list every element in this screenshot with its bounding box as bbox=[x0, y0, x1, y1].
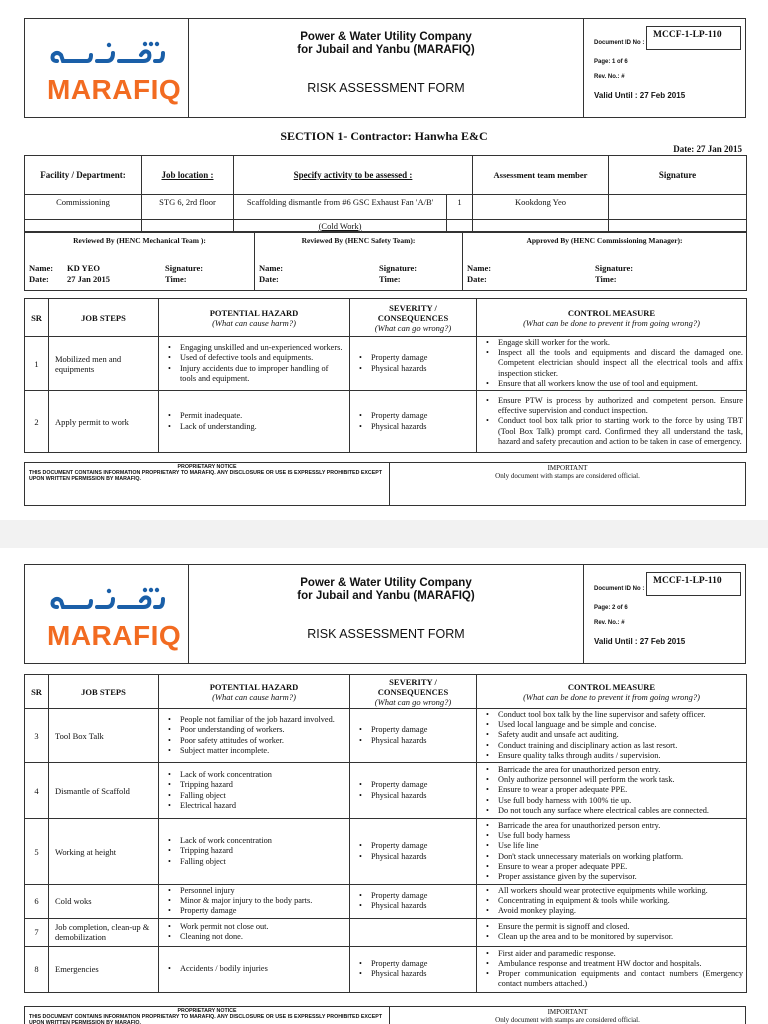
hazard-subtitle: (What can cause harm?) bbox=[212, 691, 296, 702]
row-severity-list bbox=[353, 959, 473, 979]
list-item: • Personnel injury bbox=[162, 886, 346, 896]
section-date: Date: 27 Jan 2015 bbox=[673, 144, 742, 154]
row-hazards-list bbox=[162, 715, 346, 756]
marafiq-logo-text: MARAFIQ bbox=[47, 74, 182, 105]
list-item: • Clean up the area and to be monitored by supervisor. bbox=[480, 932, 743, 942]
list-item: • Property damage bbox=[353, 411, 473, 421]
list-item: • Property damage bbox=[353, 891, 473, 901]
row-severity bbox=[350, 709, 477, 763]
row-controls-list bbox=[480, 922, 743, 942]
list-item: • Ensure to wear a proper adequate PPE. bbox=[480, 862, 743, 872]
table-row bbox=[25, 763, 747, 819]
list-item: • Engaging unskilled and un-experienced workers. bbox=[162, 343, 346, 353]
title-cell bbox=[189, 19, 584, 117]
page-header bbox=[24, 564, 746, 664]
severity-subtitle: (What can go wrong?) bbox=[374, 322, 452, 333]
list-item: • Safety audit and unsafe act auditing. bbox=[480, 730, 743, 740]
row-controls bbox=[477, 819, 747, 885]
proprietary-notice bbox=[25, 1007, 390, 1024]
safety-time-label: Time: bbox=[379, 274, 401, 284]
list-item: • Physical hazards bbox=[353, 901, 473, 911]
row-hazards bbox=[159, 885, 350, 919]
list-item: • Used local language and be simple and concise. bbox=[480, 720, 743, 730]
list-item: • Falling object bbox=[162, 857, 346, 867]
notice-text: THIS DOCUMENT CONTAINS INFORMATION PROPRIETARY TO MARAFIQ. ANY DISCLOSURE OR USE IS EXPRESSLY PROHIBITED EXCEPT UPON WRITTEN PERMISSION BY MARAFIQ. bbox=[29, 470, 383, 482]
row-controls-list bbox=[480, 765, 743, 816]
table-row bbox=[25, 885, 747, 919]
team-member-value: Kookdong Yeo bbox=[473, 195, 609, 220]
list-item: • Ensure that all workers know the use of tool and equipment. bbox=[480, 379, 743, 389]
row-sr: 2 bbox=[25, 391, 49, 453]
row-severity-list bbox=[353, 891, 473, 911]
header-signature: Signature bbox=[609, 156, 747, 195]
row-hazards-list bbox=[162, 964, 346, 974]
list-item: • Tripping hazard bbox=[162, 846, 346, 856]
company-line-2: for Jubail and Yanbu (MARAFIQ) bbox=[297, 590, 475, 602]
review-safety bbox=[255, 233, 463, 291]
list-item: • Permit inadequate. bbox=[162, 411, 346, 421]
assessment-table bbox=[24, 155, 747, 232]
rev-number: Rev. No.: # bbox=[594, 74, 625, 80]
valid-until: Valid Until : 27 Feb 2015 bbox=[594, 91, 686, 100]
list-item: • Property damage bbox=[353, 841, 473, 851]
row-severity-list bbox=[353, 725, 473, 745]
approval-title: Approved By (HENC Commissioning Manager): bbox=[526, 236, 683, 245]
control-subtitle: (What can be done to prevent it from going wrong?) bbox=[523, 317, 700, 328]
mechanical-title: Reviewed By (HENC Mechanical Team ): bbox=[73, 236, 206, 245]
list-item: • Property damage bbox=[162, 906, 346, 916]
row-job-step: Emergencies bbox=[49, 946, 159, 992]
mechanical-name: KD YEO bbox=[67, 263, 100, 273]
row-controls-list bbox=[480, 710, 743, 761]
list-item: • Accidents / bodily injuries bbox=[162, 964, 346, 974]
row-controls-list bbox=[480, 396, 743, 447]
form-title: RISK ASSESSMENT FORM bbox=[307, 627, 465, 641]
doc-id-box: MCCF-1-LP-110 bbox=[646, 572, 741, 596]
logo-cell bbox=[25, 565, 189, 663]
rev-number: Rev. No.: # bbox=[594, 620, 625, 626]
control-title: CONTROL MEASURE bbox=[567, 681, 656, 692]
list-item: • Use full body harness with 100% tie up. bbox=[480, 796, 743, 806]
list-item: • Injury accidents due to improper handling of tools and equipment. bbox=[162, 364, 346, 384]
row-job-step: Tool Box Talk bbox=[49, 709, 159, 763]
list-item: • Property damage bbox=[353, 353, 473, 363]
list-item: • Used of defective tools and equipments. bbox=[162, 353, 346, 363]
row-severity-list bbox=[353, 780, 473, 800]
title-cell bbox=[189, 565, 584, 663]
col-severity bbox=[350, 675, 477, 709]
row-sr: 8 bbox=[25, 946, 49, 992]
header-team: Assessment team member bbox=[473, 156, 609, 195]
review-table bbox=[24, 232, 747, 291]
list-item: • Engage skill worker for the work. bbox=[480, 338, 743, 348]
control-title: CONTROL MEASURE bbox=[567, 307, 656, 318]
row-severity bbox=[350, 763, 477, 819]
page-footer bbox=[24, 462, 746, 506]
company-name bbox=[189, 31, 583, 57]
row-hazards-list bbox=[162, 922, 346, 942]
list-item: • Ensure quality talks through audits / supervision. bbox=[480, 751, 743, 761]
table-row bbox=[25, 946, 747, 992]
page-header bbox=[24, 18, 746, 118]
list-item: • Physical hazards bbox=[353, 364, 473, 374]
list-item: • Subject matter incomplete. bbox=[162, 746, 346, 756]
document-page-2 bbox=[0, 548, 768, 1024]
mechanical-date-label: Date: bbox=[29, 274, 49, 284]
severity-title: SEVERITY / CONSEQUENCES bbox=[377, 676, 449, 697]
company-line-1: Power & Water Utility Company bbox=[300, 577, 472, 589]
important-notice bbox=[390, 1007, 745, 1024]
row-job-step: Job completion, clean-up & demobilization bbox=[49, 918, 159, 946]
doc-id-label: Document ID No : bbox=[594, 40, 645, 46]
mechanical-date: 27 Jan 2015 bbox=[67, 274, 110, 284]
col-hazard bbox=[159, 299, 350, 337]
activity-value: Scaffolding dismantle from #6 GSC Exhaust Fan 'A/B' bbox=[234, 195, 447, 220]
row-severity bbox=[350, 885, 477, 919]
list-item: • Minor & major injury to the body parts. bbox=[162, 896, 346, 906]
list-item: • Only authorize personnel will perform the work task. bbox=[480, 775, 743, 785]
row-controls bbox=[477, 709, 747, 763]
hazard-subtitle: (What can cause harm?) bbox=[212, 317, 296, 328]
page-number: Page: 2 of 6 bbox=[594, 605, 628, 611]
row-hazards bbox=[159, 918, 350, 946]
team-number: 1 bbox=[447, 195, 473, 220]
marafiq-arabic-logo bbox=[47, 585, 167, 617]
col-hazard bbox=[159, 675, 350, 709]
list-item: • Proper assistance given by the supervisor. bbox=[480, 872, 743, 882]
doc-meta-cell bbox=[584, 19, 745, 117]
list-item: • Tripping hazard bbox=[162, 780, 346, 790]
row-severity-list bbox=[353, 841, 473, 861]
col-sr: SR bbox=[25, 675, 49, 709]
row-hazards-list bbox=[162, 886, 346, 917]
row-controls bbox=[477, 391, 747, 453]
risk-table-page-1 bbox=[24, 298, 747, 453]
section-title: SECTION 1- Contractor: Hanwha E&C bbox=[280, 129, 488, 143]
col-job-steps: JOB STEPS bbox=[49, 675, 159, 709]
control-subtitle: (What can be done to prevent it from going wrong?) bbox=[523, 691, 700, 702]
row-job-step: Apply permit to work bbox=[49, 391, 159, 453]
row-job-step: Mobilized men and equipments bbox=[49, 337, 159, 391]
risk-table-header bbox=[25, 299, 747, 337]
list-item: • Use life line bbox=[480, 841, 743, 851]
rows-page-2 bbox=[25, 709, 747, 993]
notice-title: PROPRIETARY NOTICE bbox=[177, 1008, 237, 1014]
approval-name-label: Name: bbox=[467, 263, 492, 273]
header-facility: Facility / Department: bbox=[25, 156, 142, 195]
col-sr: SR bbox=[25, 299, 49, 337]
list-item: • Cleaning not done. bbox=[162, 932, 346, 942]
page-number: Page: 1 of 6 bbox=[594, 59, 628, 65]
proprietary-notice bbox=[25, 463, 390, 505]
row-hazards-list bbox=[162, 411, 346, 431]
review-mechanical bbox=[25, 233, 255, 291]
company-line-1: Power & Water Utility Company bbox=[300, 31, 472, 43]
location-value: STG 6, 2rd floor bbox=[142, 195, 234, 220]
col-control bbox=[477, 675, 747, 709]
severity-title: SEVERITY / CONSEQUENCES bbox=[377, 302, 449, 323]
doc-id-box: MCCF-1-LP-110 bbox=[646, 26, 741, 50]
list-item: • Ensure PTW is process by authorized and competent person. Ensure effective supervision and conduct inspection. bbox=[480, 396, 743, 416]
row-severity-list bbox=[353, 353, 473, 373]
list-item: • Lack of work concentration bbox=[162, 836, 346, 846]
list-item: • Ensure to wear a proper adequate PPE. bbox=[480, 785, 743, 795]
list-item: • Conduct training and disciplinary action as last resort. bbox=[480, 741, 743, 751]
row-severity bbox=[350, 391, 477, 453]
company-name bbox=[189, 577, 583, 603]
row-hazards bbox=[159, 391, 350, 453]
col-severity bbox=[350, 299, 477, 337]
form-title: RISK ASSESSMENT FORM bbox=[307, 81, 465, 95]
row-severity-list bbox=[353, 411, 473, 431]
list-item: • Poor understanding of workers. bbox=[162, 725, 346, 735]
approval-time-label: Time: bbox=[595, 274, 617, 284]
row-severity bbox=[350, 946, 477, 992]
rows-page-1 bbox=[25, 337, 747, 453]
row-sr: 6 bbox=[25, 885, 49, 919]
facility-value: Commissioning bbox=[25, 195, 142, 220]
row-hazards-list bbox=[162, 836, 346, 867]
valid-until: Valid Until : 27 Feb 2015 bbox=[594, 637, 686, 646]
list-item: • Lack of work concentration bbox=[162, 770, 346, 780]
table-row bbox=[25, 337, 747, 391]
marafiq-logo-text: MARAFIQ bbox=[47, 620, 182, 651]
row-controls-list bbox=[480, 338, 743, 389]
mechanical-name-label: Name: bbox=[29, 263, 54, 273]
table-row bbox=[25, 918, 747, 946]
list-item: • Conduct tool box talk prior to starting work to the force by using TBT (Tool Box Talk) prompt card. Confirmed they all understand the task, hazard and safety precaution and action to be taken in case of emergency. bbox=[480, 416, 743, 447]
row-controls-list bbox=[480, 949, 743, 990]
row-sr: 4 bbox=[25, 763, 49, 819]
mechanical-signature-label: Signature: bbox=[165, 263, 204, 273]
activity-note: (Cold Work) bbox=[234, 220, 447, 232]
list-item: • Conduct tool box talk by the line supervisor and safety officer. bbox=[480, 710, 743, 720]
row-severity bbox=[350, 819, 477, 885]
row-severity bbox=[350, 918, 477, 946]
row-sr: 7 bbox=[25, 918, 49, 946]
stamp-text: Only document with stamps are considered official. bbox=[495, 472, 640, 480]
risk-table-page-2 bbox=[24, 674, 747, 993]
important-notice bbox=[390, 463, 745, 505]
table-row bbox=[25, 709, 747, 763]
marafiq-arabic-logo bbox=[47, 39, 167, 71]
row-controls-list bbox=[480, 821, 743, 882]
row-severity bbox=[350, 337, 477, 391]
important-title: IMPORTANT bbox=[547, 1008, 588, 1016]
list-item: • Physical hazards bbox=[353, 852, 473, 862]
notice-title: PROPRIETARY NOTICE bbox=[177, 464, 237, 470]
row-job-step: Dismantle of Scaffold bbox=[49, 763, 159, 819]
hazard-title: POTENTIAL HAZARD bbox=[209, 681, 299, 692]
row-hazards bbox=[159, 763, 350, 819]
row-hazards bbox=[159, 709, 350, 763]
list-item: • Physical hazards bbox=[353, 422, 473, 432]
approval-signature-label: Signature: bbox=[595, 263, 634, 273]
page-separator bbox=[0, 520, 768, 548]
risk-table-header bbox=[25, 675, 747, 709]
doc-id-label: Document ID No : bbox=[594, 586, 645, 592]
list-item: • Barricade the area for unauthorized person entry. bbox=[480, 821, 743, 831]
col-job-steps: JOB STEPS bbox=[49, 299, 159, 337]
approval-date-label: Date: bbox=[467, 274, 487, 284]
row-hazards bbox=[159, 819, 350, 885]
row-controls-list bbox=[480, 886, 743, 917]
mechanical-time-label: Time: bbox=[165, 274, 187, 284]
row-hazards-list bbox=[162, 770, 346, 811]
list-item: • Falling object bbox=[162, 791, 346, 801]
list-item: • Physical hazards bbox=[353, 969, 473, 979]
list-item: • Don't stack unnecessary materials on working platform. bbox=[480, 852, 743, 862]
page-footer bbox=[24, 1006, 746, 1024]
list-item: • Lack of understanding. bbox=[162, 422, 346, 432]
list-item: • Poor safety attitudes of worker. bbox=[162, 736, 346, 746]
severity-subtitle: (What can go wrong?) bbox=[374, 696, 452, 707]
row-job-step: Working at height bbox=[49, 819, 159, 885]
list-item: • Electrical hazard bbox=[162, 801, 346, 811]
header-activity: Specify activity to be assessed : bbox=[234, 156, 473, 195]
row-sr: 1 bbox=[25, 337, 49, 391]
safety-name-label: Name: bbox=[259, 263, 284, 273]
list-item: • First aider and paramedic response. bbox=[480, 949, 743, 959]
safety-date-label: Date: bbox=[259, 274, 279, 284]
hazard-title: POTENTIAL HAZARD bbox=[209, 307, 299, 318]
table-row bbox=[25, 819, 747, 885]
list-item: • Property damage bbox=[353, 725, 473, 735]
signature-value bbox=[609, 195, 747, 220]
row-sr: 5 bbox=[25, 819, 49, 885]
safety-title: Reviewed By (HENC Safety Team): bbox=[301, 236, 416, 245]
row-controls bbox=[477, 763, 747, 819]
stamp-text: Only document with stamps are considered official. bbox=[495, 1016, 640, 1024]
logo-cell bbox=[25, 19, 189, 117]
important-title: IMPORTANT bbox=[547, 464, 588, 472]
list-item: • Work permit not close out. bbox=[162, 922, 346, 932]
list-item: • Avoid monkey playing. bbox=[480, 906, 743, 916]
row-controls bbox=[477, 918, 747, 946]
list-item: • Physical hazards bbox=[353, 736, 473, 746]
list-item: • Property damage bbox=[353, 780, 473, 790]
row-job-step: Cold woks bbox=[49, 885, 159, 919]
row-hazards bbox=[159, 337, 350, 391]
row-sr: 3 bbox=[25, 709, 49, 763]
list-item: • Inspect all the tools and equipments and discard the damaged one. Competent electrician should inspect all the electrical tools and affix inspection sticker. bbox=[480, 348, 743, 379]
row-hazards-list bbox=[162, 343, 346, 384]
table-row bbox=[25, 391, 747, 453]
list-item: • People not familiar of the job hazard involved. bbox=[162, 715, 346, 725]
safety-signature-label: Signature: bbox=[379, 263, 418, 273]
row-controls bbox=[477, 337, 747, 391]
row-controls bbox=[477, 885, 747, 919]
list-item: • Do not touch any surface where electrical cables are connected. bbox=[480, 806, 743, 816]
company-line-2: for Jubail and Yanbu (MARAFIQ) bbox=[297, 44, 475, 56]
header-location: Job location : bbox=[142, 156, 234, 195]
approval-commissioning bbox=[463, 233, 747, 291]
list-item: • Ambulance response and treatment HW doctor and hospitals. bbox=[480, 959, 743, 969]
doc-meta-cell bbox=[584, 565, 745, 663]
col-control bbox=[477, 299, 747, 337]
notice-text: THIS DOCUMENT CONTAINS INFORMATION PROPRIETARY TO MARAFIQ. ANY DISCLOSURE OR USE IS EXPRESSLY PROHIBITED EXCEPT UPON WRITTEN PERMISSION BY MARAFIQ. bbox=[29, 1014, 383, 1024]
list-item: • Proper communication equipments and contact numbers (Emergency contact numbers attached.) bbox=[480, 969, 743, 989]
list-item: • All workers should wear protective equipments while working. bbox=[480, 886, 743, 896]
row-hazards bbox=[159, 946, 350, 992]
list-item: • Use full body harness bbox=[480, 831, 743, 841]
list-item: • Property damage bbox=[353, 959, 473, 969]
list-item: • Concentrating in equipment & tools while working. bbox=[480, 896, 743, 906]
list-item: • Physical hazards bbox=[353, 791, 473, 801]
list-item: • Ensure the permit is signoff and closed. bbox=[480, 922, 743, 932]
list-item: • Barricade the area for unauthorized person entry. bbox=[480, 765, 743, 775]
row-controls bbox=[477, 946, 747, 992]
